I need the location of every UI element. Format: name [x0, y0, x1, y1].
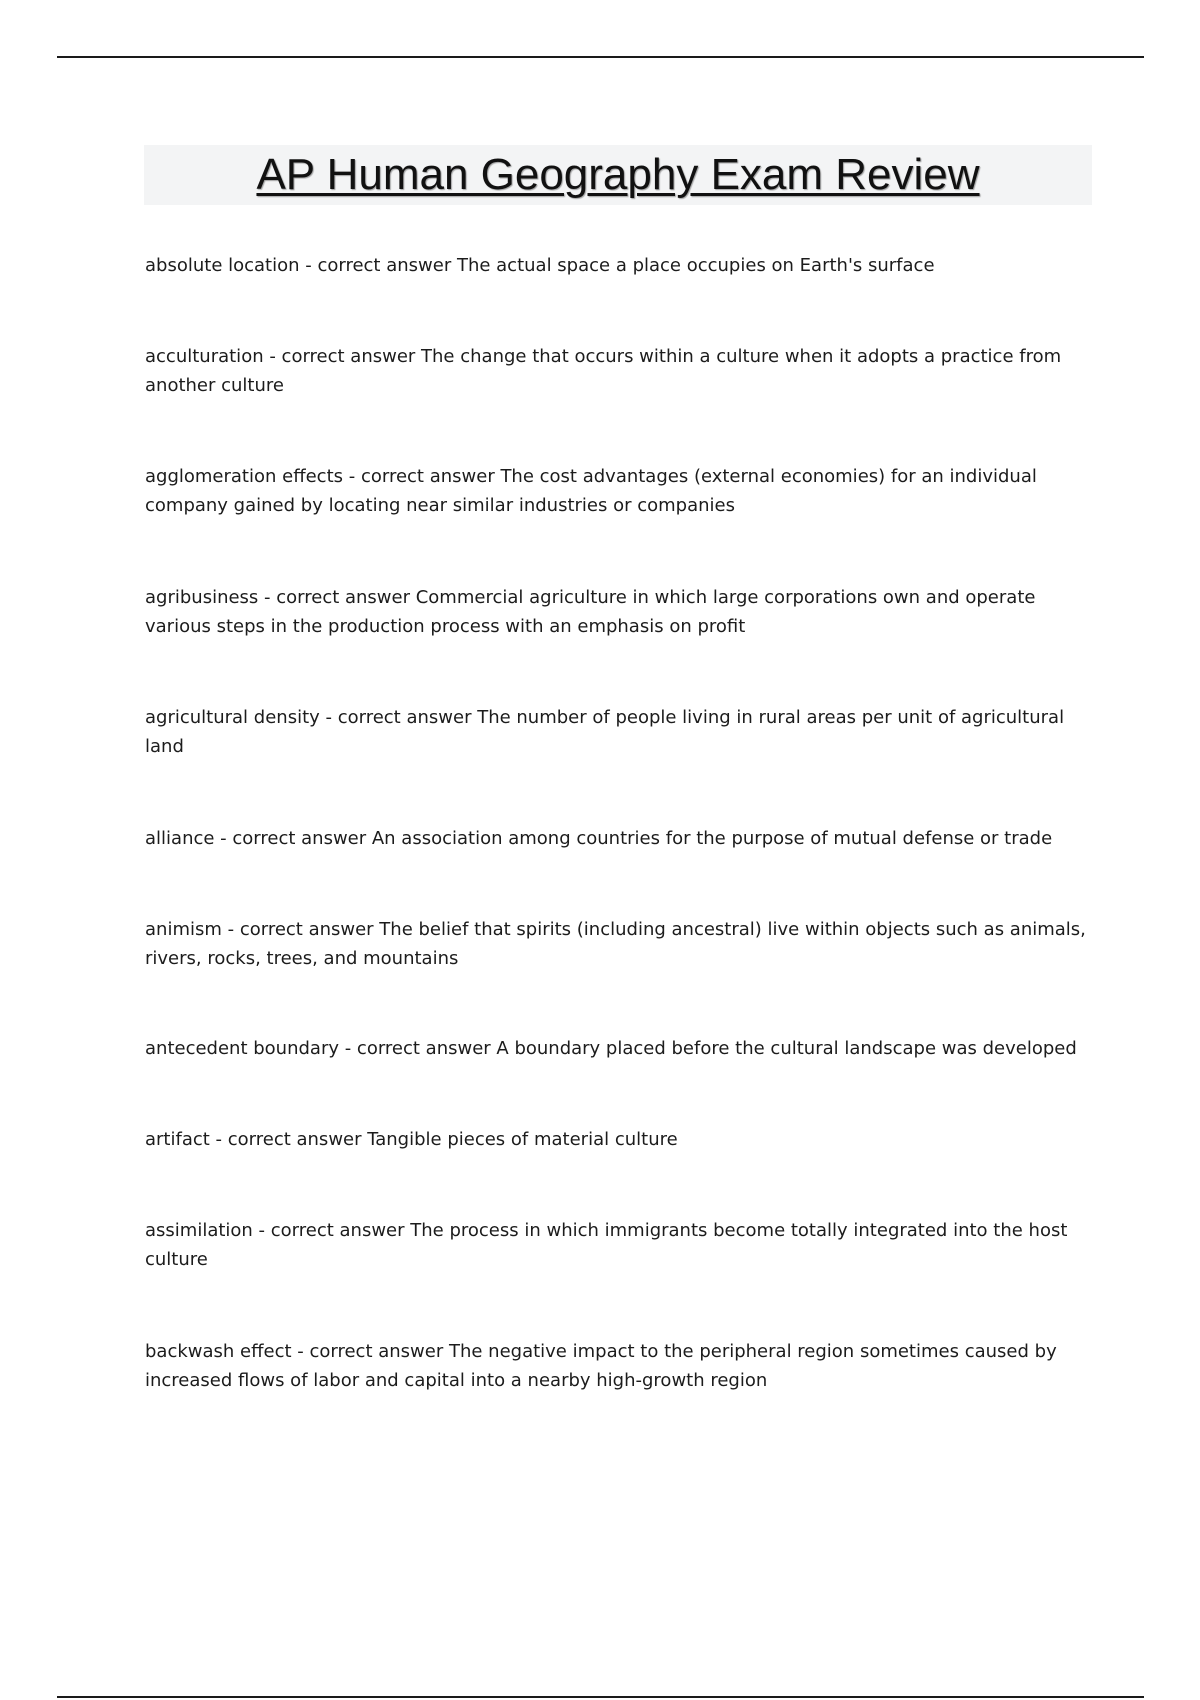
bottom-rule: [57, 1696, 1144, 1698]
glossary-entry: agglomeration effects - correct answer The cost advantages (external economies) for an individual company gained by locating near similar industries or companies: [145, 466, 1037, 516]
glossary-entry: backwash effect - correct answer The negative impact to the peripheral region sometimes caused by increased flows of labor and capital into a nearby high-growth region: [145, 1341, 1057, 1391]
title-banner: [144, 145, 1092, 205]
glossary-entry: agribusiness - correct answer Commercial agriculture in which large corporations own and operate various steps in the production process with an emphasis on profit: [145, 587, 1036, 637]
glossary-entry: animism - correct answer The belief that spirits (including ancestral) live within objects such as animals, rivers, rocks, trees, and mountains: [145, 919, 1086, 969]
glossary-entry: absolute location - correct answer The actual space a place occupies on Earth's surface: [145, 255, 935, 276]
glossary-entry: antecedent boundary - correct answer A boundary placed before the cultural landscape was developed: [145, 1038, 1077, 1059]
top-rule: [57, 56, 1144, 58]
glossary-entry: alliance - correct answer An association among countries for the purpose of mutual defense or trade: [145, 828, 1053, 849]
glossary-entry: acculturation - correct answer The change that occurs within a culture when it adopts a practice from another culture: [145, 346, 1062, 396]
page-title: AP Human Geography Exam Review: [256, 150, 980, 199]
glossary-entry: assimilation - correct answer The process in which immigrants become totally integrated into the host culture: [145, 1220, 1068, 1270]
glossary-entry: artifact - correct answer Tangible pieces of material culture: [145, 1129, 678, 1150]
glossary-entry: agricultural density - correct answer The number of people living in rural areas per unit of agricultural land: [145, 707, 1065, 757]
